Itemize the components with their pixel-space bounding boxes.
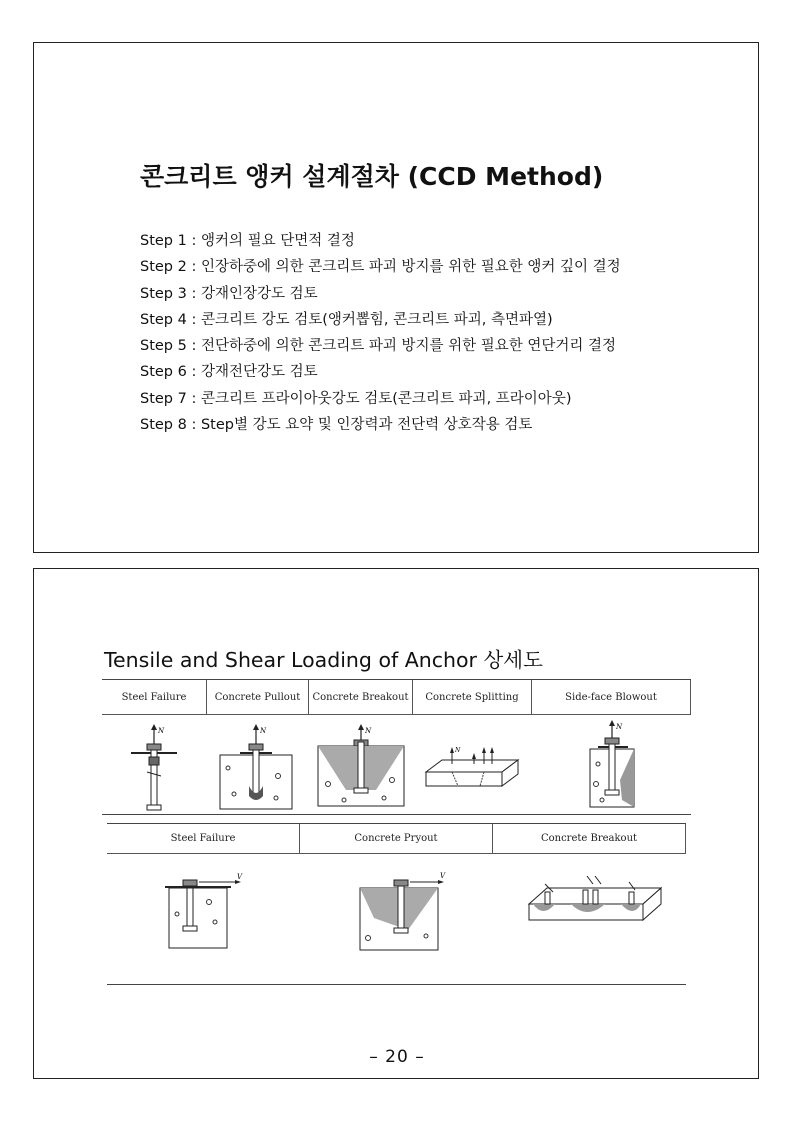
load-label-v: V (237, 873, 243, 881)
header-steel-failure-shear: Steel Failure (107, 824, 300, 854)
step-item-2: Step 2 : 인장하중에 의한 콘크리트 파괴 방지를 위한 필요한 앵커 깊이 결정 (140, 259, 621, 276)
load-label-n: N (260, 727, 267, 735)
tension-failure-table (102, 679, 691, 815)
concrete-pryout-icon (352, 868, 452, 958)
header-concrete-pullout: Concrete Pullout (207, 680, 309, 715)
step-item-1: Step 1 : 앵커의 필요 단면적 결정 (140, 233, 355, 249)
load-label-n: N (455, 747, 461, 754)
slide-anchor-loading (33, 568, 759, 1079)
side-face-blowout-icon (572, 720, 662, 812)
step-item-3: Step 3 : 강재인장강도 검토 (140, 285, 318, 302)
slide-title: 콘크리트 앵커 설계절차 (CCD Method) (140, 162, 604, 191)
page-number: – 20 – (369, 1047, 425, 1067)
step-list (140, 228, 621, 438)
step-item-5: Step 5 : 전단하중에 의한 콘크리트 파괴 방지를 위한 필요한 연단거리 결정 (140, 338, 617, 355)
concrete-pullout-icon (214, 724, 299, 812)
shear-failure-table (107, 823, 686, 985)
load-label-v: V (440, 872, 446, 880)
header-steel-failure: Steel Failure (102, 680, 207, 715)
concrete-breakout-shear-icon (525, 874, 665, 944)
load-label-n: N (365, 727, 372, 735)
header-concrete-breakout-shear: Concrete Breakout (493, 824, 686, 854)
header-concrete-pryout: Concrete Pryout (300, 824, 493, 854)
header-side-face-blowout: Side-face Blowout (532, 680, 691, 715)
concrete-splitting-icon (422, 742, 522, 802)
steel-failure-tension-icon (127, 724, 182, 812)
slide-ccd-procedure (33, 42, 759, 553)
slide-title: Tensile and Shear Loading of Anchor 상세도 (104, 648, 543, 672)
step-item-6: Step 6 : 강재전단강도 검토 (140, 364, 318, 381)
header-concrete-breakout: Concrete Breakout (309, 680, 413, 715)
step-item-8: Step 8 : Step별 강도 요약 및 인장력과 전단력 상호작용 검토 (140, 417, 533, 434)
step-item-4: Step 4 : 콘크리트 강도 검토(앵커뽑힘, 콘크리트 파괴, 측면파열) (140, 311, 553, 328)
step-item-7: Step 7 : 콘크리트 프라이아웃강도 검토(콘크리트 파괴, 프라이아웃) (140, 390, 572, 407)
load-label-n: N (158, 727, 165, 735)
concrete-breakout-tension-icon (314, 724, 409, 812)
header-concrete-splitting: Concrete Splitting (413, 680, 532, 715)
steel-failure-shear-icon (159, 872, 249, 952)
load-label-n: N (616, 723, 623, 731)
